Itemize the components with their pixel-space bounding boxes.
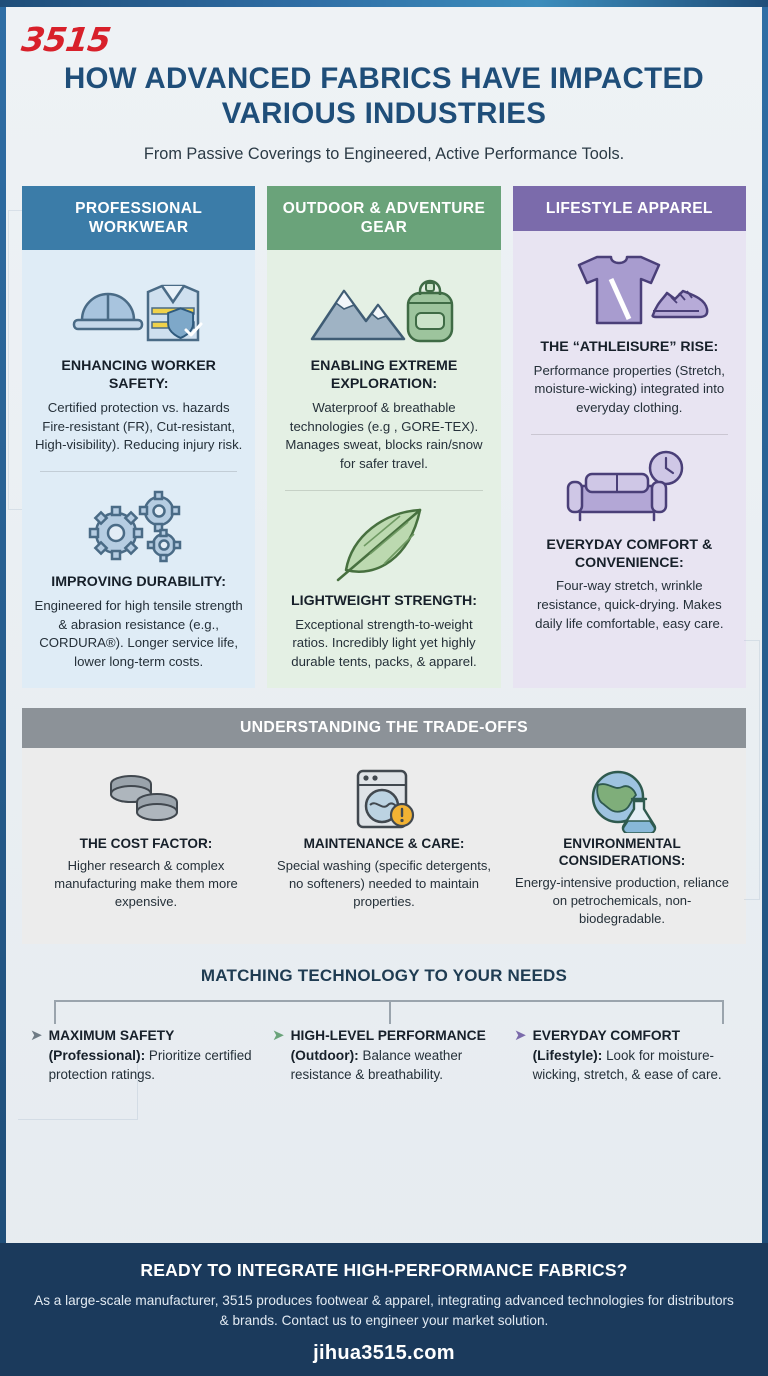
block-text: Waterproof & breathable technologies (e.g , GORE-TEX). Manages sweat, blocks rain/snow for safer travel.: [285, 399, 483, 472]
column-block: [279, 497, 488, 672]
left-accent-rail: [0, 7, 6, 1243]
page-subtitle: From Passive Coverings to Engineered, Active Performance Tools.: [143, 144, 625, 163]
match-item: [30, 1026, 262, 1084]
block-text: Certified protection vs. hazards Fire-resistant (FR), Cut-resistant, High-visibility). Reducing injury risk.: [34, 399, 243, 453]
match-body-text: Prioritize certified protection ratings.: [48, 1048, 252, 1082]
match-subtitle-text: (Lifestyle):: [532, 1048, 603, 1064]
divider: [40, 471, 237, 472]
match-body-text: Look for moisture-wicking, stretch, & ease of care.: [532, 1048, 722, 1082]
block-text: Four-way stretch, wrinkle resistance, quick-drying. Makes daily life comfortable, easy care.: [535, 578, 724, 631]
top-accent-bar: [0, 0, 768, 7]
feather-icon: [279, 497, 488, 593]
category-columns: [0, 186, 768, 688]
match-text: [49, 1026, 262, 1084]
arrow-right-icon: ➤: [514, 1027, 527, 1045]
connector-lines: [54, 1000, 724, 1026]
tradeoff-text: Energy-intensive production, reliance on petrochemicals, non-biodegradable.: [515, 874, 729, 927]
tradeoff-item: [506, 762, 738, 929]
block-title: EVERYDAY COMFORT & CONVENIENCE:: [546, 536, 713, 571]
washing-machine-warning-icon: [274, 762, 494, 836]
column-block: [34, 478, 243, 672]
footer-url[interactable]: jihua3515.com: [313, 1342, 455, 1365]
tradeoff-title: ENVIRONMENTAL CONSIDERATIONS:: [558, 835, 686, 868]
match-subtitle-text: (Outdoor):: [290, 1048, 359, 1064]
tradeoffs-section: [22, 708, 746, 945]
match-text: [533, 1026, 746, 1084]
match-item: [514, 1026, 746, 1084]
tradeoff-text: Special washing (specific detergents, no softeners) needed to maintain properties.: [277, 857, 491, 910]
block-title: THE “ATHLEISURE” RISE:: [540, 338, 719, 355]
tradeoff-item: [268, 762, 500, 929]
coins-stack-icon: [36, 762, 256, 836]
block-title: IMPROVING DURABILITY:: [51, 574, 227, 591]
match-text: [291, 1026, 504, 1084]
footer-text: As a large-scale manufacturer, 3515 produces footwear & apparel, integrating advanced technologies for distributors & brands. Contact us to engineer your market solution.: [34, 1293, 734, 1328]
tradeoff-title: MAINTENANCE & CARE:: [303, 835, 465, 851]
tradeoff-text: Higher research & complex manufacturing make them more expensive.: [54, 857, 238, 910]
column-heading: LIFESTYLE APPAREL: [513, 186, 746, 231]
arrow-right-icon: ➤: [30, 1027, 43, 1045]
footer: [0, 1243, 768, 1376]
column-block: [34, 262, 243, 455]
mountains-and-backpack-icon: [279, 262, 488, 358]
page-title: HOW ADVANCED FABRICS HAVE IMPACTED VARIOUS INDUSTRIES: [63, 62, 705, 130]
right-accent-rail: [762, 7, 768, 1243]
block-title: ENABLING EXTREME EXPLORATION:: [310, 358, 458, 393]
divider: [285, 490, 482, 491]
match-title-text: HIGH-LEVEL PERFORMANCE: [290, 1028, 486, 1044]
column-heading: OUTDOOR & ADVENTURE GEAR: [267, 186, 500, 251]
column-block: [525, 243, 734, 418]
divider: [531, 434, 728, 435]
block-title: ENHANCING WORKER SAFETY:: [61, 358, 216, 393]
block-text: Performance properties (Stretch, moisture-wicking) integrated into everyday clothing.: [533, 362, 725, 416]
block-title: LIGHTWEIGHT STRENGTH:: [290, 592, 477, 609]
tradeoff-item: [30, 762, 262, 929]
globe-flask-icon: [512, 762, 732, 836]
column-lifestyle-apparel: [513, 186, 746, 688]
gears-icon: [34, 478, 243, 574]
matching-section: [22, 966, 746, 1084]
column-heading: PROFESSIONAL WORKWEAR: [22, 186, 255, 251]
matching-title: MATCHING TECHNOLOGY TO YOUR NEEDS: [200, 966, 568, 986]
header: [0, 0, 768, 164]
tshirt-and-sneaker-icon: [525, 243, 734, 339]
brand-logo: 3515: [19, 20, 113, 59]
footer-title: READY TO INTEGRATE HIGH-PERFORMANCE FABRICS?: [140, 1260, 628, 1280]
block-text: Exceptional strength-to-weight ratios. Incredibly light yet highly durable tents, packs, & apparel.: [291, 616, 477, 669]
match-item: [272, 1026, 504, 1084]
sofa-and-clock-icon: [525, 441, 734, 537]
match-title-text: MAXIMUM SAFETY: [48, 1028, 175, 1044]
match-subtitle-text: (Professional):: [48, 1048, 146, 1064]
column-professional-workwear: [22, 186, 255, 688]
column-block: [279, 262, 488, 473]
tradeoff-title: THE COST FACTOR:: [79, 835, 213, 851]
match-body-text: Balance weather resistance & breathability.: [290, 1048, 463, 1082]
arrow-right-icon: ➤: [272, 1027, 285, 1045]
hard-hat-and-safety-vest-icon: [34, 262, 243, 358]
block-text: Engineered for high tensile strength & abrasion resistance (e.g., CORDURA®). Longer service life, lower long-term costs.: [34, 597, 243, 669]
match-title-text: EVERYDAY COMFORT: [532, 1028, 681, 1044]
column-block: [525, 441, 734, 634]
column-outdoor-adventure-gear: [267, 186, 500, 688]
tradeoffs-heading: UNDERSTANDING THE TRADE-OFFS: [22, 708, 746, 748]
